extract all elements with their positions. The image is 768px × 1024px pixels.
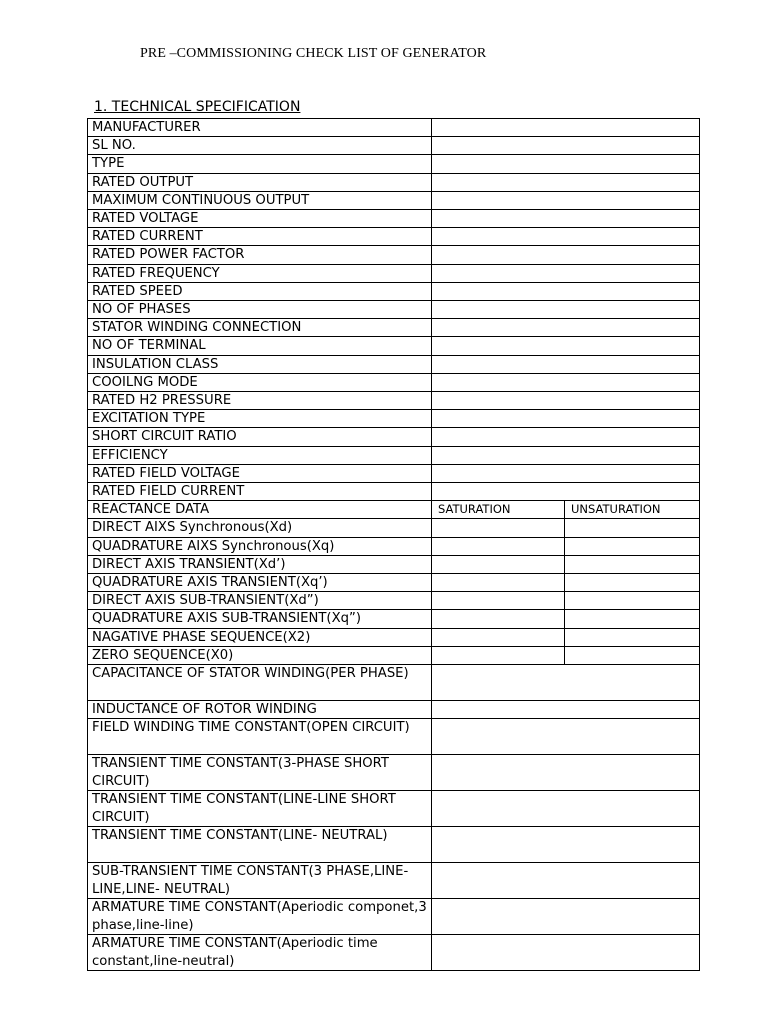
spec-label: RATED CURRENT (88, 228, 432, 246)
spec-label: ARMATURE TIME CONSTANT(Aperiodic componet,3 phase,line-line) (88, 899, 432, 935)
spec-value-cell[interactable] (432, 935, 700, 971)
spec-label: ARMATURE TIME CONSTANT(Aperiodic time constant,line-neutral) (88, 935, 432, 971)
spec-row (88, 119, 700, 137)
spec-row (88, 428, 700, 446)
reactance-row (88, 610, 700, 628)
spec-label: RATED POWER FACTOR (88, 246, 432, 264)
spec-label: NO OF PHASES (88, 301, 432, 319)
reactance-row (88, 519, 700, 537)
spec-value-cell[interactable] (432, 228, 700, 246)
saturation-header: SATURATION (432, 501, 565, 519)
spec-value-cell[interactable] (432, 282, 700, 300)
spec-label: MANUFACTURER (88, 119, 432, 137)
spec-row (88, 483, 700, 501)
unsaturation-value-cell[interactable] (565, 555, 700, 573)
spec-row (88, 210, 700, 228)
spec-value-cell[interactable] (432, 373, 700, 391)
unsaturation-header: UNSATURATION (565, 501, 700, 519)
spec-value-cell[interactable] (432, 791, 700, 827)
reactance-row-label: DIRECT AXIS TRANSIENT(Xd’) (88, 555, 432, 573)
spec-row (88, 246, 700, 264)
spec-label: RATED VOLTAGE (88, 210, 432, 228)
spec-label: EFFICIENCY (88, 446, 432, 464)
reactance-row (88, 592, 700, 610)
spec-row (88, 319, 700, 337)
spec-row (88, 228, 700, 246)
saturation-value-cell[interactable] (432, 555, 565, 573)
spec-row (88, 665, 700, 701)
spec-value-cell[interactable] (432, 483, 700, 501)
spec-label: MAXIMUM CONTINUOUS OUTPUT (88, 191, 432, 209)
spec-value-cell[interactable] (432, 392, 700, 410)
spec-label: SUB-TRANSIENT TIME CONSTANT(3 PHASE,LINE-LINE,LINE- NEUTRAL) (88, 863, 432, 899)
spec-value-cell[interactable] (432, 246, 700, 264)
spec-value-cell[interactable] (432, 173, 700, 191)
spec-row (88, 137, 700, 155)
spec-label: EXCITATION TYPE (88, 410, 432, 428)
spec-value-cell[interactable] (432, 755, 700, 791)
saturation-value-cell[interactable] (432, 646, 565, 664)
spec-row (88, 173, 700, 191)
spec-row (88, 755, 700, 791)
spec-label: TRANSIENT TIME CONSTANT(3-PHASE SHORT CIRCUIT) (88, 755, 432, 791)
reactance-label: REACTANCE DATA (88, 501, 432, 519)
spec-row (88, 827, 700, 863)
spec-value-cell[interactable] (432, 355, 700, 373)
spec-value-cell[interactable] (432, 665, 700, 701)
spec-label: NO OF TERMINAL (88, 337, 432, 355)
spec-value-cell[interactable] (432, 410, 700, 428)
spec-value-cell[interactable] (432, 337, 700, 355)
spec-row (88, 446, 700, 464)
spec-row (88, 863, 700, 899)
reactance-row-label: NAGATIVE PHASE SEQUENCE(X2) (88, 628, 432, 646)
spec-row (88, 701, 700, 719)
spec-row (88, 301, 700, 319)
spec-value-cell[interactable] (432, 137, 700, 155)
section-heading: 1. TECHNICAL SPECIFICATION (94, 99, 301, 115)
document-title: PRE –COMMISSIONING CHECK LIST OF GENERATOR (140, 46, 487, 61)
reactance-row-label: QUADRATURE AXIS TRANSIENT(Xq’) (88, 574, 432, 592)
spec-label: RATED FIELD CURRENT (88, 483, 432, 501)
spec-value-cell[interactable] (432, 701, 700, 719)
unsaturation-value-cell[interactable] (565, 646, 700, 664)
spec-label: STATOR WINDING CONNECTION (88, 319, 432, 337)
reactance-row (88, 537, 700, 555)
spec-value-cell[interactable] (432, 863, 700, 899)
spec-row (88, 935, 700, 971)
spec-value-cell[interactable] (432, 827, 700, 863)
reactance-header-row (88, 501, 700, 519)
spec-value-cell[interactable] (432, 210, 700, 228)
saturation-value-cell[interactable] (432, 592, 565, 610)
spec-row (88, 355, 700, 373)
spec-label: CAPACITANCE OF STATOR WINDING(PER PHASE) (88, 665, 432, 701)
spec-row (88, 899, 700, 935)
reactance-row-label: ZERO SEQUENCE(X0) (88, 646, 432, 664)
spec-label: COOILNG MODE (88, 373, 432, 391)
spec-row (88, 264, 700, 282)
spec-row (88, 392, 700, 410)
spec-value-cell[interactable] (432, 319, 700, 337)
spec-label: RATED FIELD VOLTAGE (88, 464, 432, 482)
spec-value-cell[interactable] (432, 264, 700, 282)
spec-table (87, 118, 700, 971)
saturation-value-cell[interactable] (432, 628, 565, 646)
reactance-row (88, 555, 700, 573)
reactance-row-label: DIRECT AXIS SUB-TRANSIENT(Xd”) (88, 592, 432, 610)
spec-value-cell[interactable] (432, 899, 700, 935)
saturation-value-cell[interactable] (432, 537, 565, 555)
reactance-row (88, 574, 700, 592)
spec-label: RATED FREQUENCY (88, 264, 432, 282)
spec-value-cell[interactable] (432, 446, 700, 464)
saturation-value-cell[interactable] (432, 519, 565, 537)
spec-row (88, 791, 700, 827)
spec-label: RATED OUTPUT (88, 173, 432, 191)
spec-value-cell[interactable] (432, 719, 700, 755)
saturation-value-cell[interactable] (432, 574, 565, 592)
spec-row (88, 155, 700, 173)
unsaturation-value-cell[interactable] (565, 610, 700, 628)
reactance-row-label: QUADRATURE AIXS Synchronous(Xq) (88, 537, 432, 555)
spec-label: INDUCTANCE OF ROTOR WINDING (88, 701, 432, 719)
spec-value-cell[interactable] (432, 301, 700, 319)
spec-row (88, 464, 700, 482)
spec-label: FIELD WINDING TIME CONSTANT(OPEN CIRCUIT) (88, 719, 432, 755)
spec-label: TRANSIENT TIME CONSTANT(LINE- NEUTRAL) (88, 827, 432, 863)
spec-row (88, 191, 700, 209)
spec-row (88, 282, 700, 300)
spec-row (88, 337, 700, 355)
spec-row (88, 719, 700, 755)
unsaturation-value-cell[interactable] (565, 628, 700, 646)
spec-value-cell[interactable] (432, 428, 700, 446)
saturation-value-cell[interactable] (432, 610, 565, 628)
spec-value-cell[interactable] (432, 464, 700, 482)
spec-value-cell[interactable] (432, 155, 700, 173)
spec-label: TYPE (88, 155, 432, 173)
spec-label: RATED SPEED (88, 282, 432, 300)
spec-row (88, 410, 700, 428)
reactance-row (88, 628, 700, 646)
reactance-row-label: DIRECT AIXS Synchronous(Xd) (88, 519, 432, 537)
unsaturation-value-cell[interactable] (565, 574, 700, 592)
unsaturation-value-cell[interactable] (565, 519, 700, 537)
spec-label: INSULATION CLASS (88, 355, 432, 373)
unsaturation-value-cell[interactable] (565, 592, 700, 610)
unsaturation-value-cell[interactable] (565, 537, 700, 555)
spec-label: RATED H2 PRESSURE (88, 392, 432, 410)
spec-label: SL NO. (88, 137, 432, 155)
reactance-row (88, 646, 700, 664)
reactance-row-label: QUADRATURE AXIS SUB-TRANSIENT(Xq”) (88, 610, 432, 628)
spec-value-cell[interactable] (432, 119, 700, 137)
spec-label: SHORT CIRCUIT RATIO (88, 428, 432, 446)
spec-value-cell[interactable] (432, 191, 700, 209)
spec-row (88, 373, 700, 391)
spec-label: TRANSIENT TIME CONSTANT(LINE-LINE SHORT CIRCUIT) (88, 791, 432, 827)
